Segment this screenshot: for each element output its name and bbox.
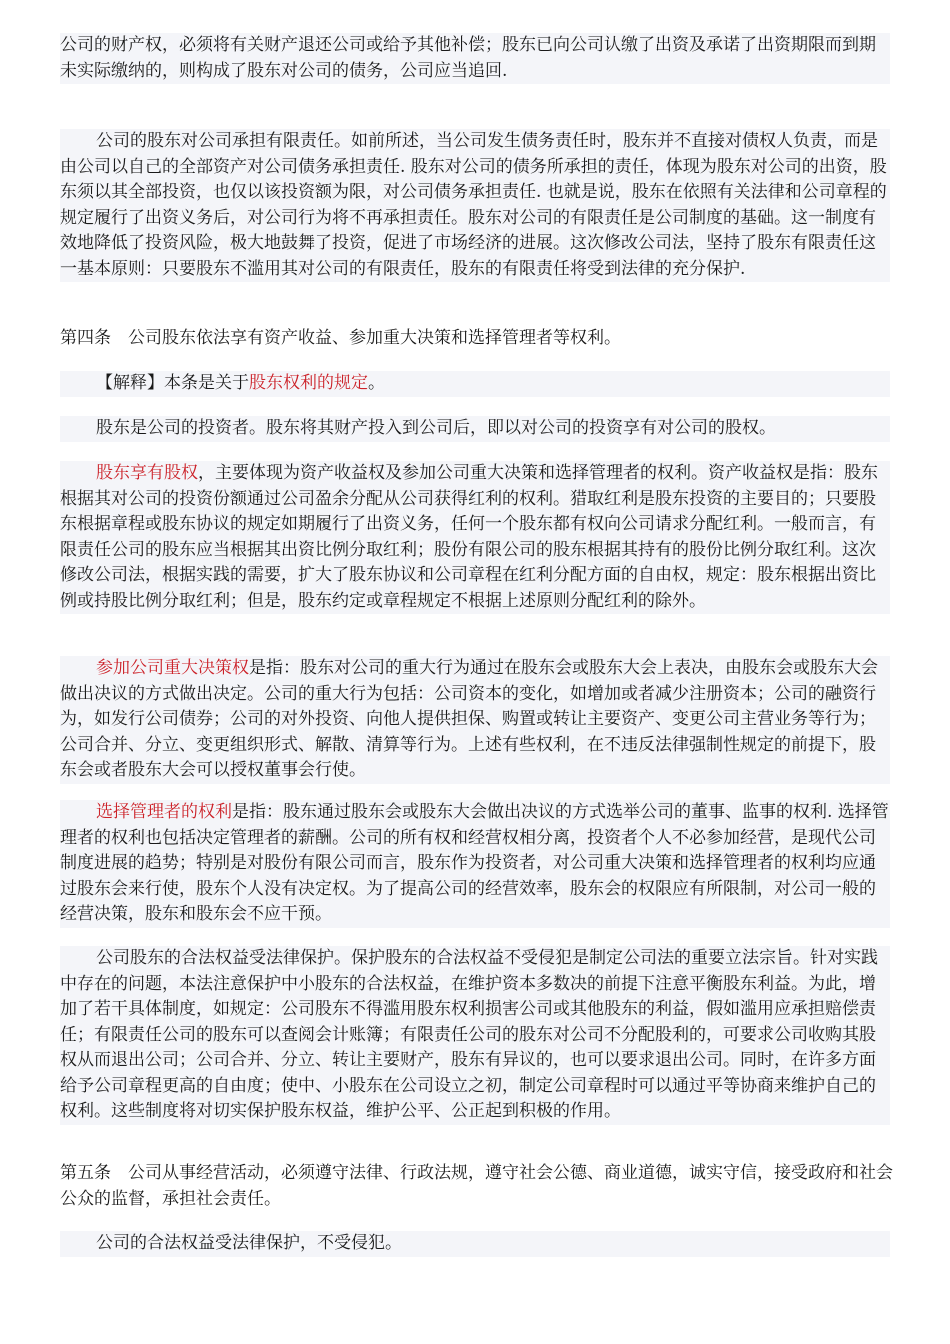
paragraph-text: 股东是公司的投资者。股东将其财产投入到公司后，即以对公司的投资享有对公司的股权。 bbox=[96, 418, 776, 438]
highlight-term: 股东享有股权 bbox=[96, 463, 198, 483]
paragraph-investor bbox=[60, 416, 890, 442]
highlight-term: 选择管理者的权利 bbox=[96, 802, 232, 822]
highlight-term: 参加公司重大决策权 bbox=[96, 658, 249, 678]
paragraph-text: 是指：股东通过股东会或股东大会做出决议的方式选举公司的董事、监事的权利. 选择管理者的权利也包括决定管理者的薪酬。公司的所有权和经营权相分离，投资者个人不必参加经营，是现代公司制度进展的趋势；特别是对股份有限公司而言，股东作为投资者，对公司重大决策和选择管理者的权利均应通过股东会来行使，股东个人没有决定权。为了提高公司的经营效率，股东会的权限应有所限制，对公司一般的经营决策，股东和股东会不应干预。 bbox=[60, 802, 889, 924]
article-text: 第四条 公司股东依法享有资产收益、参加重大决策和选择管理者等权利。 bbox=[60, 328, 621, 348]
explanation-line bbox=[60, 371, 890, 397]
paragraph-text: 公司股东的合法权益受法律保护。保护股东的合法权益不受侵犯是制定公司法的重要立法宗旨。针对实践中存在的问题，本法注意保护中小股东的合法权益，在维护资本多数决的前提下注意平衡股东利益。为此，增加了若干具体制度，如规定：公司股东不得滥用股东权利损害公司或其他股东的利益，假如滥用应承担赔偿责任；有限责任公司的股东可以查阅会计账簿；有限责任公司的股东对公司不分配股利的，可要求公司收购其股权从而退出公司；公司合并、分立、转让主要财产，股东有异议的，也可以要求退出公司。同时，在许多方面给予公司章程更高的自由度；使中、小股东在公司设立之初，制定公司章程时可以通过平等协商来维护自己的权利。这些制度将对切实保护股东权益，维护公平、公正起到积极的作用。 bbox=[60, 948, 878, 1121]
paragraph-text: 公司的合法权益受法律保护，不受侵犯。 bbox=[96, 1233, 402, 1253]
explanation-suffix: 。 bbox=[368, 373, 385, 393]
paragraph-equity-rights bbox=[60, 461, 890, 614]
article-4-heading bbox=[60, 326, 900, 352]
paragraph-decision-rights bbox=[60, 656, 890, 784]
article-5-heading bbox=[60, 1161, 900, 1212]
paragraph-text: ，主要体现为资产收益权及参加公司重大决策和选择管理者的权利。资产收益权是指：股东根据其对公司的投资份额通过公司盈余分配从公司获得红利的权利。猎取红利是股东投资的主要目的；只要股东根据章程或股东协议的规定如期履行了出资义务，任何一个股东都有权向公司请求分配红利。一般而言，有限责任公司的股东应当根据其出资比例分取红利；股份有限公司的股东根据其持有的股份比例分取红利。这次修改公司法，根据实践的需要，扩大了股东协议和公司章程在红利分配方面的自由权，规定：股东根据出资比例或持股比例分取红利；但是，股东约定或章程规定不根据上述原则分配红利的除外。 bbox=[60, 463, 878, 611]
paragraph-text: 是指：股东对公司的重大行为通过在股东会或股东大会上表决，由股东会或股东大会做出决议的方式做出决定。公司的重大行为包括：公司资本的变化，如增加或者减少注册资本；公司的融资行为，如发行公司债券；公司的对外投资、向他人提供担保、购置或转让主要资产、变更公司主营业务等行为；公司合并、分立、变更组织形式、解散、清算等行为。上述有些权利，在不违反法律强制性规定的前提下，股东会或者股东大会可以授权董事会行使。 bbox=[60, 658, 878, 780]
explanation-highlight: 股东权利的规定 bbox=[249, 373, 368, 393]
paragraph-shareholder-protection bbox=[60, 946, 890, 1125]
paragraph-manager-rights bbox=[60, 800, 890, 928]
paragraph-text: 公司的财产权，必须将有关财产退还公司或给予其他补偿；股东已向公司认缴了出资及承诺了出资期限而到期未实际缴纳的，则构成了股东对公司的债务，公司应当追回. bbox=[60, 35, 876, 81]
article-text: 第五条 公司从事经营活动，必须遵守法律、行政法规，遵守社会公德、商业道德，诚实守信，接受政府和社会公众的监督，承担社会责任。 bbox=[60, 1163, 893, 1209]
paragraph-capital-obligation bbox=[60, 33, 890, 84]
paragraph-limited-liability bbox=[60, 129, 890, 282]
explanation-prefix: 【解释】本条是关于 bbox=[96, 373, 249, 393]
paragraph-company-rights bbox=[60, 1231, 890, 1257]
paragraph-text: 公司的股东对公司承担有限责任。如前所述，当公司发生债务责任时，股东并不直接对债权人负责，而是由公司以自己的全部资产对公司债务承担责任. 股东对公司的债务所承担的责任，体现为股东对公司的出资，股东须以其全部投资，也仅以该投资额为限，对公司债务承担责任. 也就是说，股东在依照有关法律和公司章程的规定履行了出资义务后，对公司行为将不再承担责任。股东对公司的有限责任是公司制度的基础。这一制度有效地降低了投资风险，极大地鼓舞了投资，促进了市场经济的进展。这次修改公司法，坚持了股东有限责任这一基本原则：只要股东不滥用其对公司的有限责任，股东的有限责任将受到法律的充分保护. bbox=[60, 131, 887, 279]
